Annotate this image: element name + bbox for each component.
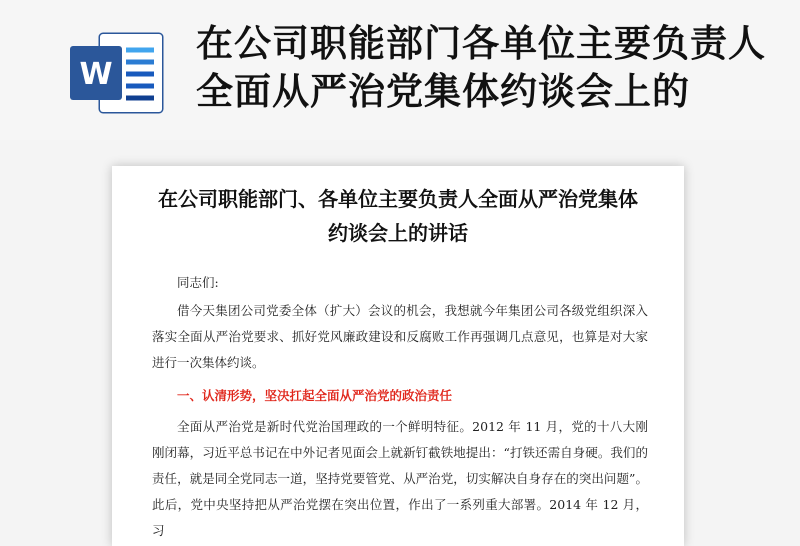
banner — [0, 0, 800, 140]
paragraph-1: 借今天集团公司党委全体（扩大）会议的机会，我想就今年集团公司各级党组织深入落实全面从严治党要求、抓好党风廉政建设和反腐败工作再强调几点意见，也算是对大家进行一次集体约谈。 — [152, 303, 648, 370]
document-title: 在公司职能部门、各单位主要负责人全面从严治党集体约谈会上的讲话 — [158, 187, 638, 245]
word-icon — [66, 28, 170, 118]
greeting: 同志们: — [177, 275, 219, 290]
word-icon-letter: W — [79, 57, 113, 92]
section-heading-1: 一、认清形势，坚决扛起全面从严治党的政治责任 — [177, 388, 453, 403]
document-page — [112, 166, 684, 546]
banner-title: 在公司职能部门各单位主要负责人全面从严治党集体约谈会上的 — [196, 22, 766, 113]
paragraph-2: 全面从严治党是新时代党治国理政的一个鲜明特征。2012 年 11 月，党的十八大刚刚闭幕，习近平总书记在中外记者见面会上就新钉截铁地提出：“打铁还需自身硬。我们的责任，就是同全党同志一道，坚持党要管党、从严治党，切实解决自身存在的突出问题”。此后，党中央坚持把从严治党摆在突出位置，作出了一系列重大部署。2014 年 12 月，习 — [152, 419, 648, 538]
